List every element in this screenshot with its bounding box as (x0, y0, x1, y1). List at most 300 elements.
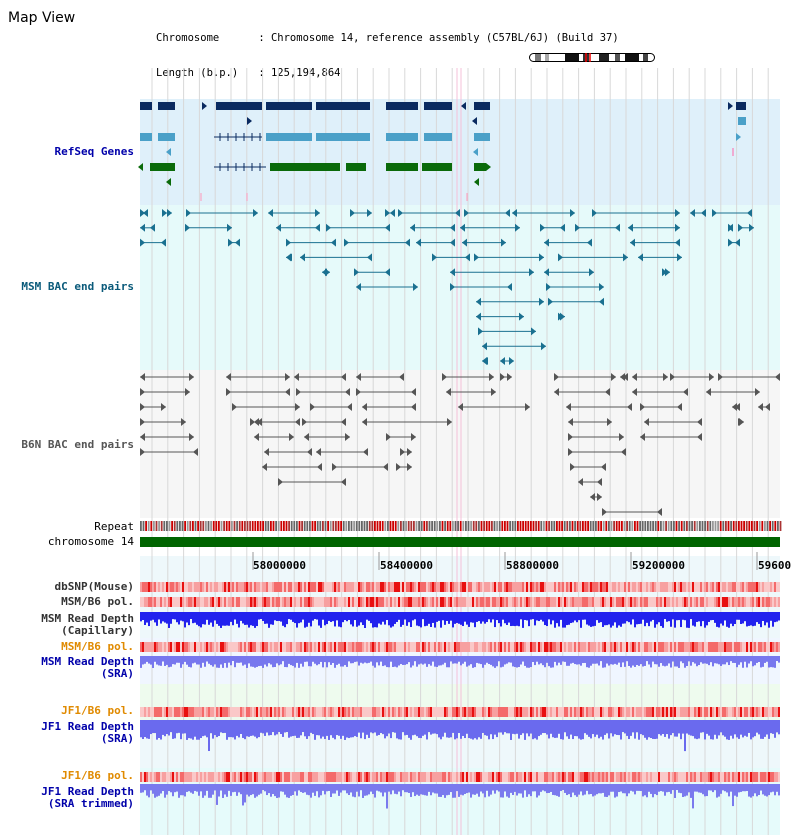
depth-bar (146, 784, 148, 796)
heat-cell (302, 597, 304, 607)
heat-cell (726, 642, 728, 652)
heat-cell (276, 707, 278, 717)
heat-cell (682, 707, 684, 717)
heat-cell (270, 772, 272, 782)
heat-cell (520, 642, 522, 652)
depth-bar (758, 720, 760, 734)
depth-bar (558, 612, 560, 626)
depth-bar (496, 720, 498, 737)
heat-cell (592, 642, 594, 652)
depth-bar (316, 612, 318, 620)
heat-cell (710, 642, 712, 652)
heat-cell (566, 772, 568, 782)
depth-bar (216, 720, 218, 737)
heat-cell (218, 642, 220, 652)
repeat-mark (322, 521, 324, 531)
heat-cell (714, 582, 716, 592)
heat-cell (758, 707, 760, 717)
depth-bar (426, 720, 428, 739)
heat-cell (560, 597, 562, 607)
repeat-mark (590, 521, 592, 531)
heat-cell (750, 642, 752, 652)
heat-cell (468, 582, 470, 592)
heat-cell (648, 582, 650, 592)
depth-bar (376, 784, 378, 791)
heat-cell (564, 772, 566, 782)
depth-bar (550, 784, 552, 792)
msm-depth-sra-label[interactable]: MSM Read Depth (SRA) (41, 655, 134, 680)
repeat-mark (241, 521, 243, 531)
depth-bar (350, 612, 352, 624)
heat-cell (168, 772, 170, 782)
heat-cell (398, 582, 400, 592)
heat-cell (686, 597, 688, 607)
heat-cell (206, 707, 208, 717)
heat-cell (198, 642, 200, 652)
heat-cell (268, 582, 270, 592)
depth-bar (148, 656, 150, 664)
heat-cell (694, 772, 696, 782)
heat-cell (182, 597, 184, 607)
heat-cell (294, 642, 296, 652)
depth-bar (762, 612, 764, 621)
depth-bar (550, 720, 552, 734)
heat-cell (570, 582, 572, 592)
depth-bar (302, 612, 304, 620)
heat-cell (716, 582, 718, 592)
depth-bar (158, 656, 160, 665)
gene-exon (386, 163, 418, 171)
heat-cell (756, 597, 758, 607)
heat-cell (450, 597, 452, 607)
heat-cell (730, 582, 732, 592)
heat-cell (736, 772, 738, 782)
depth-bar (716, 720, 718, 739)
heat-cell (472, 642, 474, 652)
heat-cell (714, 772, 716, 782)
depth-bar (338, 784, 340, 796)
heat-cell (558, 582, 560, 592)
heat-cell (778, 597, 780, 607)
depth-bar (710, 784, 712, 790)
heat-cell (770, 642, 772, 652)
depth-bar (448, 720, 450, 738)
depth-bar (778, 656, 780, 663)
heat-cell (280, 707, 282, 717)
heat-cell (480, 642, 482, 652)
heat-cell (764, 642, 766, 652)
repeat-mark (478, 521, 480, 531)
msm-bac-label[interactable]: MSM BAC end pairs (21, 280, 134, 293)
heat-cell (298, 772, 300, 782)
jf1-depth-trimmed-label[interactable]: JF1 Read Depth (SRA trimmed) (41, 785, 134, 810)
heat-cell (634, 642, 636, 652)
heat-cell (358, 597, 360, 607)
depth-bar (258, 784, 260, 795)
heat-cell (492, 597, 494, 607)
heat-cell (542, 707, 544, 717)
heat-cell (308, 772, 310, 782)
jf1-depth-label[interactable]: JF1 Read Depth (SRA) (41, 720, 134, 745)
depth-bar (596, 720, 598, 735)
depth-bar (418, 656, 420, 664)
depth-bar (772, 612, 774, 627)
heat-cell (742, 642, 744, 652)
heat-cell (412, 772, 414, 782)
heat-cell (660, 582, 662, 592)
depth-bar (498, 612, 500, 623)
depth-bar (296, 612, 298, 628)
heat-cell (302, 707, 304, 717)
heat-cell (340, 582, 342, 592)
depth-bar (656, 720, 658, 739)
depth-bar (368, 656, 370, 663)
heat-cell (464, 772, 466, 782)
depth-bar (484, 784, 486, 797)
heat-cell (462, 597, 464, 607)
depth-bar (282, 784, 284, 792)
heat-cell (262, 642, 264, 652)
msm-pol-sra-label[interactable]: MSM/B6 pol. (61, 640, 134, 653)
depth-bar (352, 612, 354, 626)
heat-cell (238, 707, 240, 717)
repeat-mark (288, 521, 290, 531)
heat-cell (442, 707, 444, 717)
depth-bar (312, 720, 314, 734)
depth-bar (288, 612, 290, 619)
depth-bar (648, 720, 650, 737)
heat-cell (662, 582, 664, 592)
heat-cell (398, 642, 400, 652)
heat-cell (634, 772, 636, 782)
heat-cell (222, 707, 224, 717)
depth-bar (366, 612, 368, 620)
heat-cell (666, 597, 668, 607)
heat-cell (320, 582, 322, 592)
depth-bar (154, 720, 156, 733)
heat-cell (172, 642, 174, 652)
heat-cell (606, 772, 608, 782)
heat-cell (152, 707, 154, 717)
heat-cell (394, 707, 396, 717)
heat-cell (712, 707, 714, 717)
depth-bar (304, 612, 306, 628)
heat-cell (442, 582, 444, 592)
heat-cell (484, 642, 486, 652)
depth-bar (390, 612, 392, 628)
heat-cell (448, 772, 450, 782)
dbsnp-label[interactable]: dbSNP(Mouse) (54, 580, 134, 593)
heat-cell (630, 582, 632, 592)
heat-cell (622, 597, 624, 607)
depth-bar (724, 784, 726, 791)
heat-cell (660, 707, 662, 717)
heat-cell (370, 707, 372, 717)
heat-cell (722, 707, 724, 717)
depth-bar (626, 784, 628, 796)
depth-bar (160, 656, 162, 666)
heat-cell (276, 582, 278, 592)
heat-cell (594, 772, 596, 782)
chromosome-line: Chromosome : Chromosome 14, reference assembly (C57BL/6J) (Build 37) (156, 32, 619, 44)
depth-bar (262, 656, 264, 668)
heat-cell (354, 707, 356, 717)
heat-cell (342, 582, 344, 592)
depth-bar (708, 612, 710, 622)
heat-cell (322, 582, 324, 592)
heat-cell (214, 582, 216, 592)
repeat-mark (629, 521, 631, 531)
heat-cell (484, 707, 486, 717)
heat-cell (718, 707, 720, 717)
heat-cell (746, 642, 748, 652)
depth-bar (586, 784, 588, 791)
depth-bar (734, 720, 736, 734)
depth-bar (494, 656, 496, 668)
depth-bar (412, 720, 414, 735)
heat-cell (366, 772, 368, 782)
repeat-mark (397, 521, 399, 531)
depth-bar (500, 784, 502, 797)
depth-bar (314, 720, 316, 740)
heat-cell (496, 642, 498, 652)
depth-bar (458, 612, 460, 624)
msm-depth-capillary-label[interactable]: MSM Read Depth (Capillary) (41, 612, 134, 637)
depth-bar (756, 656, 758, 663)
heat-cell (396, 707, 398, 717)
heat-cell (310, 582, 312, 592)
depth-bar (644, 720, 646, 738)
repeat-mark (488, 521, 490, 531)
heat-cell (508, 772, 510, 782)
heat-cell (216, 597, 218, 607)
depth-bar (662, 784, 664, 792)
heat-cell (464, 707, 466, 717)
heat-cell (210, 582, 212, 592)
repeat-mark (392, 521, 394, 531)
depth-bar (602, 784, 604, 793)
heat-cell (228, 582, 230, 592)
repeat-mark (715, 521, 717, 531)
repeat-mark (293, 521, 295, 531)
heat-cell (500, 707, 502, 717)
heat-cell (698, 597, 700, 607)
depth-bar (584, 720, 586, 733)
heat-cell (526, 707, 528, 717)
depth-bar (178, 720, 180, 733)
b6n-bac-label[interactable]: B6N BAC end pairs (21, 438, 134, 451)
depth-bar (486, 720, 488, 736)
depth-bar (454, 784, 456, 798)
depth-bar (640, 612, 642, 624)
heat-cell (668, 642, 670, 652)
depth-bar (180, 784, 182, 795)
depth-bar (536, 656, 538, 662)
depth-bar (192, 656, 194, 663)
heat-cell (400, 642, 402, 652)
depth-bar (572, 784, 574, 793)
heat-cell (574, 707, 576, 717)
depth-bar (318, 720, 320, 735)
depth-bar (190, 612, 192, 619)
msm-pol-label[interactable]: MSM/B6 pol. (61, 595, 134, 608)
depth-bar (248, 720, 250, 737)
heat-cell (370, 772, 372, 782)
jf1-pol-label[interactable]: JF1/B6 pol. (61, 704, 134, 717)
heat-cell (736, 642, 738, 652)
depth-bar (408, 720, 410, 738)
depth-bar (596, 784, 598, 794)
depth-bar (546, 656, 548, 663)
heat-cell (206, 582, 208, 592)
depth-bar (318, 656, 320, 664)
heat-cell (352, 707, 354, 717)
heat-cell (198, 707, 200, 717)
depth-bar (158, 784, 160, 796)
depth-bar (352, 784, 354, 797)
heat-cell (534, 642, 536, 652)
heat-cell (322, 772, 324, 782)
depth-bar (680, 656, 682, 661)
heat-cell (702, 642, 704, 652)
repeat-mark (197, 521, 199, 531)
heat-cell (674, 582, 676, 592)
heat-cell (516, 772, 518, 782)
depth-bar (746, 656, 748, 667)
depth-bar (432, 784, 434, 792)
repeat-mark (720, 521, 722, 531)
heat-cell (182, 642, 184, 652)
heat-cell (510, 597, 512, 607)
heat-cell (568, 642, 570, 652)
heat-cell (240, 582, 242, 592)
depth-bar (268, 784, 270, 793)
heat-cell (594, 707, 596, 717)
heat-cell (688, 772, 690, 782)
depth-bar (254, 612, 256, 628)
repeat-mark (442, 521, 444, 531)
heat-cell (402, 707, 404, 717)
repeat-mark (767, 521, 769, 531)
heat-cell (704, 772, 706, 782)
depth-bar (722, 656, 724, 664)
heat-cell (180, 772, 182, 782)
repeat-mark (189, 521, 191, 531)
heat-cell (146, 642, 148, 652)
heat-cell (420, 707, 422, 717)
depth-bar (516, 784, 518, 795)
heat-cell (156, 707, 158, 717)
refseq-genes-label[interactable]: RefSeq Genes (54, 145, 134, 158)
depth-bar (324, 656, 326, 662)
depth-bar (348, 784, 350, 795)
heat-cell (474, 582, 476, 592)
heat-cell (710, 597, 712, 607)
heat-cell (440, 582, 442, 592)
heat-cell (436, 597, 438, 607)
heat-cell (498, 772, 500, 782)
repeat-mark (774, 521, 776, 531)
heat-cell (248, 642, 250, 652)
heat-cell (576, 597, 578, 607)
depth-bar (548, 720, 550, 738)
heat-cell (198, 772, 200, 782)
heat-cell (446, 642, 448, 652)
depth-bar (684, 656, 686, 668)
depth-bar (492, 784, 494, 791)
depth-bar (302, 784, 304, 793)
depth-bar (510, 656, 512, 663)
heat-cell (776, 582, 778, 592)
depth-bar (776, 784, 778, 792)
heat-cell (746, 707, 748, 717)
depth-bar (648, 656, 650, 664)
heat-cell (712, 582, 714, 592)
heat-cell (406, 597, 408, 607)
depth-bar (672, 612, 674, 619)
heat-cell (494, 707, 496, 717)
heat-cell (482, 642, 484, 652)
heat-cell (226, 642, 228, 652)
heat-cell (450, 642, 452, 652)
depth-bar (190, 656, 192, 667)
depth-bar (352, 720, 354, 737)
depth-bar (160, 612, 162, 624)
depth-bar (774, 612, 776, 622)
depth-bar (144, 612, 146, 625)
depth-bar (380, 612, 382, 625)
heat-cell (272, 707, 274, 717)
heat-cell (212, 772, 214, 782)
heat-cell (432, 582, 434, 592)
depth-bar (474, 656, 476, 667)
heat-cell (378, 642, 380, 652)
depth-bar (426, 784, 428, 796)
depth-bar (456, 656, 458, 664)
heat-cell (208, 772, 210, 782)
depth-bar (756, 612, 758, 622)
depth-bar (704, 784, 706, 796)
depth-bar (712, 656, 714, 666)
depth-bar (338, 656, 340, 664)
depth-bar (406, 656, 408, 664)
heat-cell (348, 642, 350, 652)
heat-cell (432, 772, 434, 782)
depth-bar (708, 784, 710, 790)
depth-bar (348, 612, 350, 620)
heat-cell (580, 597, 582, 607)
depth-bar (402, 720, 404, 732)
depth-bar (598, 784, 600, 793)
repeat-mark (475, 521, 477, 531)
heat-cell (616, 707, 618, 717)
heat-cell (298, 597, 300, 607)
depth-bar (322, 656, 324, 667)
depth-bar (408, 612, 410, 622)
heat-cell (292, 707, 294, 717)
jf1-pol-trimmed-label[interactable]: JF1/B6 pol. (61, 769, 134, 782)
heat-cell (612, 642, 614, 652)
heat-cell (354, 597, 356, 607)
depth-bar (314, 612, 316, 619)
heat-cell (318, 597, 320, 607)
depth-bar (290, 720, 292, 737)
heat-cell (232, 772, 234, 782)
heat-cell (630, 597, 632, 607)
heat-cell (656, 772, 658, 782)
heat-cell (228, 597, 230, 607)
depth-bar (650, 612, 652, 621)
